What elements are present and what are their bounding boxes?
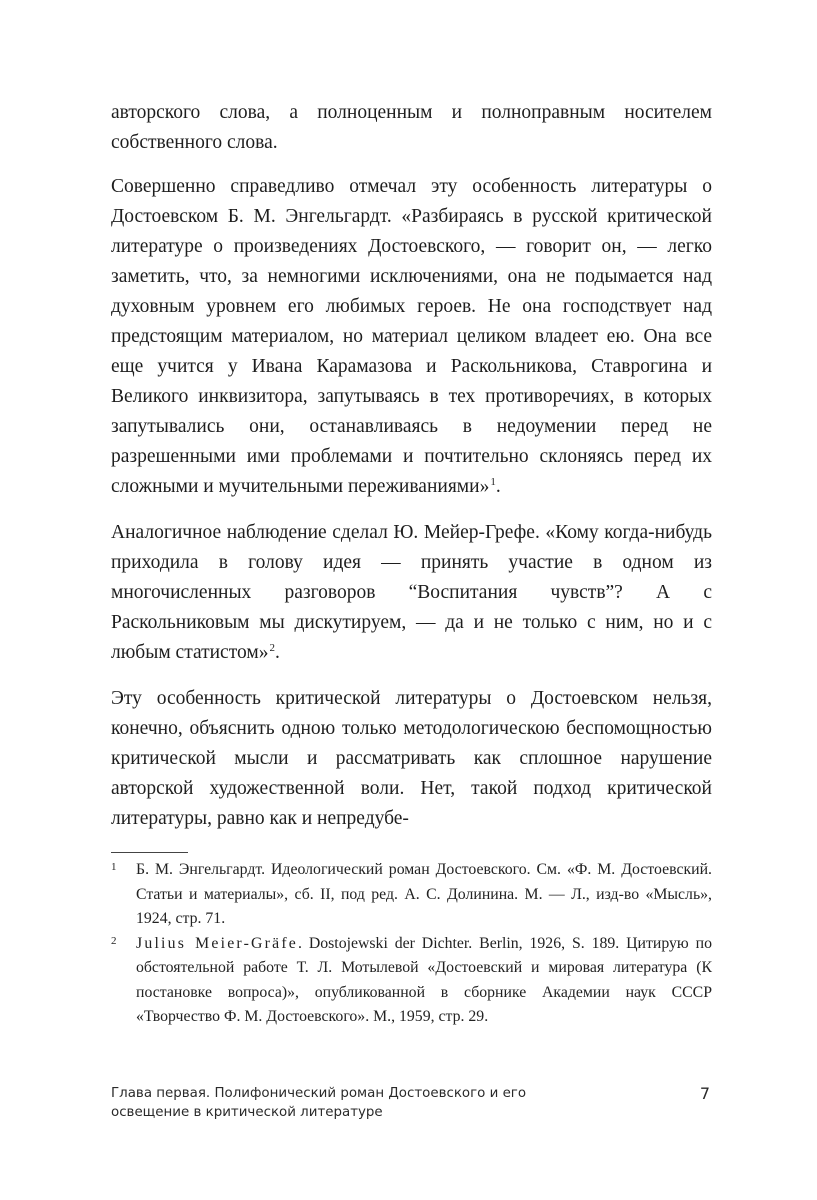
paragraph-text: Аналогичное наблюдение сделал Ю. Мейер-Грефе. «Кому когда-нибудь приходила в голову идея — принять участие в одном из многочисленных разговоров “Воспитания чувств”? А с Раскольниковым мы дискутируем, — да и не только с ним, но и с любым статистом»: [111, 522, 712, 663]
footnote-2: [111, 932, 712, 1030]
punctuation: .: [495, 476, 501, 497]
running-title: Глава первая. Полифонический роман Достоевского и его освещение в критической литературе: [111, 1086, 527, 1120]
footnote-divider: [111, 852, 188, 853]
paragraph-text: Эту особенность критической литературы о Достоевском нельзя, конечно, объяснить одною только методологическою беспомощностью критической мысли и рассматривать как сплошное нарушение авторской художественной воли. Нет, такой подход критической литературы, равно как и непредубе-: [111, 688, 712, 829]
main-text: [111, 98, 712, 834]
footnotes: [111, 858, 712, 1030]
punctuation: .: [274, 642, 280, 663]
paragraph-text: Совершенно справедливо отмечал эту особенность литературы о Достоевском Б. М. Энгельгардт. «Разбираясь в русской критической литературе о произведениях Достоевского, — говорит он, — легко заметить, что, за немногими исключениями, она не подымается над духовным уровнем его любимых героев. Не она господствует над предстоящим материалом, но материал целиком владеет ею. Она все еще учится у Ивана Карамазова и Раскольникова, Ставрогина и Великого инквизитора, запутываясь в тех противоречиях, в которых запутывались они, останавливаясь в недоумении перед не разрешенными ими проблемами и почтительно склоняясь перед их сложными и мучительными переживаниями»: [111, 176, 712, 497]
footnote-reference[interactable]: 1: [490, 476, 496, 488]
footnote-text: . Dostojewski der Dichter. Berlin, 1926, S. 189. Цитирую по обстоятельной работе Т. Л. Мотылевой «Достоевский и мировая литература (К постановке вопроса)», опубликованной в сборнике Академии наук СССР «Творчество Ф. М. Достоевского». М., 1959, стр. 29.: [136, 934, 712, 1025]
paragraph-critical-literature: [111, 684, 712, 834]
footnote-author: Julius Meier-Gräfe: [136, 934, 298, 952]
footnote-1: [111, 858, 712, 932]
paragraph-continuation: [111, 98, 712, 158]
footnote-text: Б. М. Энгельгардт. Идеологический роман Достоевского. См. «Ф. М. Достоевский. Статьи и материалы», сб. II, под ред. А. С. Долинина. М. — Л., изд-во «Мысль», 1924, стр. 71.: [136, 861, 712, 927]
page-footer: [111, 1084, 712, 1124]
paragraph-text: авторского слова, а полноценным и полноправным носителем собственного слова.: [111, 102, 712, 153]
page-number: 7: [699, 1084, 710, 1103]
paragraph-meier-graefe-quote: [111, 518, 712, 668]
footnote-reference[interactable]: 2: [269, 642, 275, 654]
footnote-number: 2: [111, 934, 117, 947]
footnote-number: 1: [111, 861, 117, 873]
paragraph-engelhardt-quote: [111, 172, 712, 502]
